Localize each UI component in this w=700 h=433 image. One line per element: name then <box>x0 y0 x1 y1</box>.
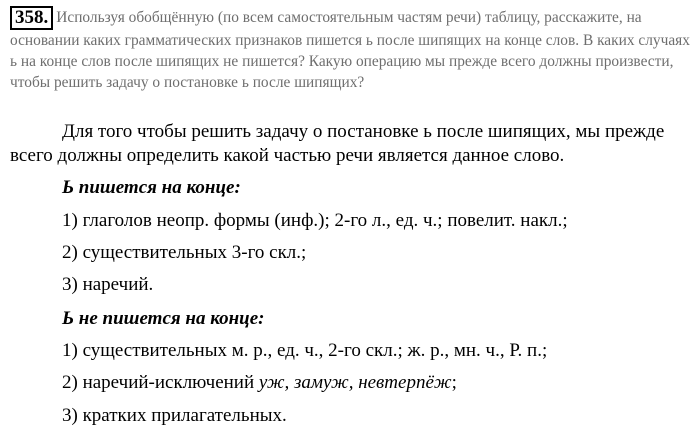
not-written-heading: Ь не пишется на конце: <box>62 308 265 329</box>
task-block <box>10 6 694 93</box>
exception-examples: уж, замуж, невтерпёж <box>258 372 452 393</box>
written-heading: Ь пишется на конце: <box>62 177 241 198</box>
written-item-1: 1) глаголов неопр. формы (инф.); 2-го л., ед. ч.; повелит. накл.; <box>62 210 568 231</box>
task-number: 358. <box>10 6 53 30</box>
answer-intro: Для того чтобы решить задачу о постановке ь после шипящих, мы прежде всего должны определить какой частью речи является данное слово. <box>10 121 665 166</box>
not-written-item-1: 1) существительных м. р., ед. ч., 2-го скл.; ж. р., мн. ч., Р. п.; <box>62 340 548 361</box>
written-item-3: 3) наречий. <box>62 274 154 295</box>
not-written-item-3: 3) кратких прилагательных. <box>62 405 287 426</box>
written-item-2: 2) существительных 3-го скл.; <box>62 242 307 263</box>
task-text: Используя обобщённую (по всем самостоятельным частям речи) таблицу, расскажите, на основании каких грамматических признаков пишется ь после шипящих на конце слов. В каких случаях ь на конце слов после шипящих не пишется? Какую операцию мы прежде всего должны произвести, чтобы решить задачу о постановке ь после шипящих? <box>10 9 690 91</box>
not-written-item-2-suffix: ; <box>451 372 457 393</box>
answer-block <box>10 120 694 426</box>
not-written-item-2-prefix: 2) наречий-исключений <box>62 372 259 393</box>
not-written-item-2 <box>62 371 457 395</box>
